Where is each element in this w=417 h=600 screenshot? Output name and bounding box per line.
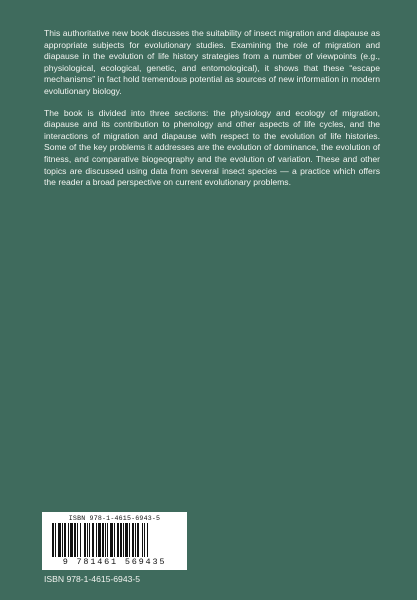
barcode	[42, 512, 187, 570]
barcode-digits: 9 781461 569435	[62, 557, 167, 567]
description-paragraph-2: The book is divided into three sections: the physiology and ecology of migration, diapause and its contribution to phenology and other aspects of life cycles, and the interactions of migration and diapause with respect to the evolution of life histories. Some of the key problems it addresses are the evolution of dominance, the evolution of fitness, and comparative biogeography and the evolution of variation. These and other topics are discussed using data from several insect species — a practice which offers the reader a broad perspective on current evolutionary problems.	[44, 107, 380, 188]
description-text	[44, 28, 380, 199]
isbn-text: ISBN 978-1-4615-6943-5	[44, 574, 141, 584]
description-paragraph-1: This authoritative new book discusses the suitability of insect migration and diapause as appropriate subjects for evolutionary studies. Examining the role of migration and diapause in the evolution of life history strategies from a number of viewpoints (e.g., physiological, ecological, genetic, and entomological), it shows that these “escape mechanisms” in fact hold tremendous potential as sources of new information in modern evolutionary biology.	[44, 28, 380, 96]
barcode-isbn-label: ISBN 978-1-4615-6943-5	[68, 515, 161, 522]
barcode-bars	[50, 523, 179, 557]
